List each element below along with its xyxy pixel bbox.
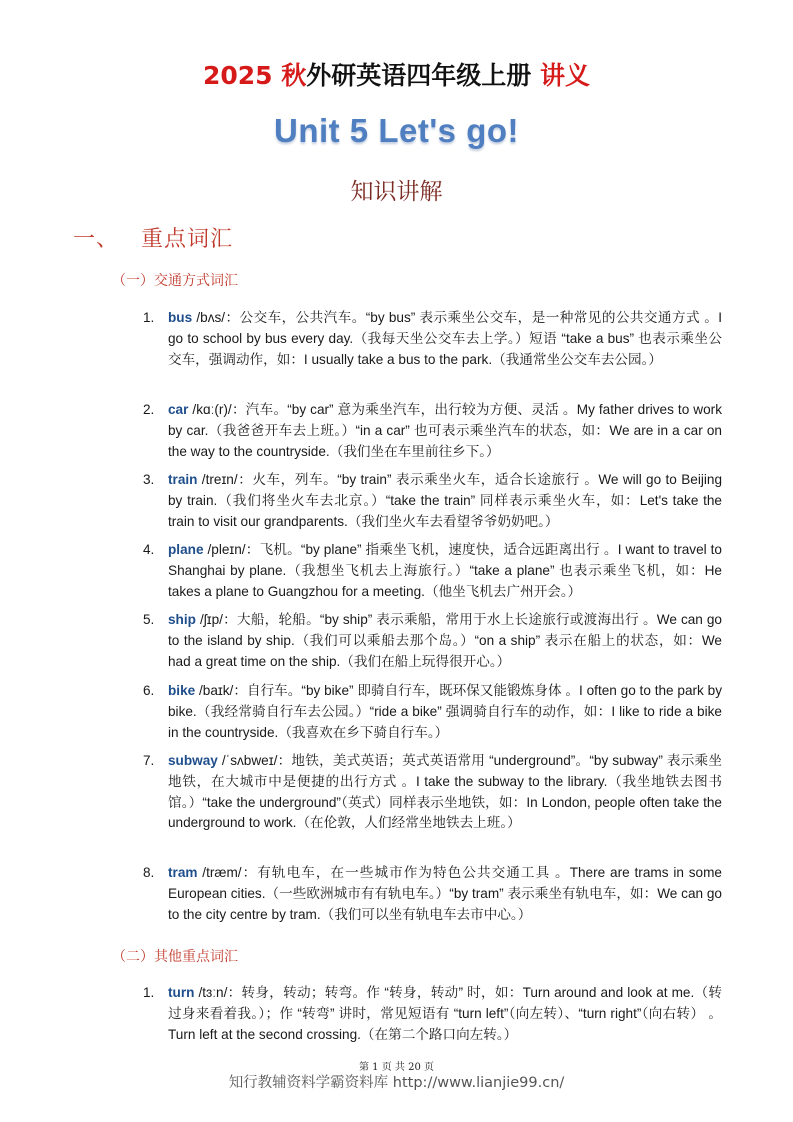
sub1-heading: （一）交通方式词汇 bbox=[112, 273, 238, 289]
item-number: 8. bbox=[143, 865, 155, 880]
vocab-item bbox=[143, 681, 722, 743]
item-number: 1. bbox=[143, 985, 155, 1000]
vocab-explanation: /pleɪn/：飞机。“by plane” 指乘坐飞机，速度快，适合远距离出行 。I want to travel to Shanghai by plane.（我想坐飞机去上海旅行。）“take a plane” 也表示乘坐飞机，如：He takes a plane to Guangzhou for a meeting.（他坐飞机去广州开会。） bbox=[168, 542, 722, 599]
document-title bbox=[0, 56, 793, 92]
title-main: 外研英语四年级上册 bbox=[306, 61, 532, 90]
vocab-explanation: /ʃɪp/：大船，轮船。“by ship” 表示乘船，常用于水上长途旅行或渡海出行 。We can go to the island by ship.（我们可以乘船去那个岛。）“on a ship” 表示在船上的状态，如：We had a great time on the ship.（我们在船上玩得很开心。） bbox=[168, 612, 722, 669]
vocab-word: bike bbox=[168, 683, 196, 698]
item-number: 1. bbox=[143, 310, 155, 325]
item-number: 5. bbox=[143, 612, 155, 627]
vocab-word: turn bbox=[168, 985, 195, 1000]
part1-number: 一、 bbox=[73, 227, 120, 252]
item-number: 3. bbox=[143, 472, 155, 487]
vocab-explanation: /treɪn/：火车，列车。“by train” 表示乘坐火车，适合长途旅行 。We will go to Beijing by train.（我们将坐火车去北京。）“take the train” 同样表示乘坐火车，如：Let's take the train to visit our grandparents.（我们坐火车去看望爷爷奶奶吧。） bbox=[168, 472, 722, 529]
vocab-word: car bbox=[168, 402, 189, 417]
vocab-explanation: /tɜːn/：转身，转动；转弯。作 “转身，转动” 时，如：Turn around and look at me.（转过身来看着我。）；作 “转弯” 讲时，常见短语有 “turn left”（向左转）、“turn right”（向右转） 。Turn left at the second crossing.（在第二个路口向左转。） bbox=[168, 985, 722, 1042]
vocab-word: subway bbox=[168, 753, 218, 768]
title-year: 2025 bbox=[202, 61, 273, 90]
vocab-explanation: /baɪk/：自行车。“by bike” 即骑自行车，既环保又能锻炼身体 。I often go to the park by bike.（我经常骑自行车去公园。）“ride a bike” 强调骑自行车的动作，如：I like to ride a bike in the countryside.（我喜欢在乡下骑自行车。） bbox=[168, 683, 722, 740]
vocab-explanation: /bʌs/：公交车，公共汽车。“by bus” 表示乘坐公交车，是一种常见的公共交通方式 。I go to school by bus every day.（我每天坐公交车去上学。）短语 “take a bus” 也表示乘坐公交车，强调动作，如：I usually take a bus to the park.（我通常坐公交车去公园。） bbox=[168, 310, 722, 367]
item-number: 2. bbox=[143, 402, 155, 417]
footer-watermark: 知行教辅资料学霸资料库 http://www.lianjie99.cn/ bbox=[228, 1075, 565, 1091]
part1-title: 重点词汇 bbox=[141, 227, 234, 252]
vocab-word: train bbox=[168, 472, 198, 487]
sub2-heading: （二）其他重点词汇 bbox=[112, 949, 238, 965]
vocab-item bbox=[143, 540, 722, 602]
vocab-item bbox=[143, 308, 722, 370]
vocab-item bbox=[143, 751, 722, 834]
item-number: 6. bbox=[143, 683, 155, 698]
vocab-item bbox=[143, 863, 722, 925]
vocab-item bbox=[143, 470, 722, 532]
item-number: 7. bbox=[143, 753, 155, 768]
vocab-item bbox=[143, 983, 722, 1045]
unit-title: Unit 5 Let's go! bbox=[273, 112, 519, 149]
vocab-item bbox=[143, 400, 722, 462]
page-number: 第 1 页 共 20 页 bbox=[359, 1062, 434, 1073]
section-title: 知识讲解 bbox=[350, 179, 443, 205]
vocab-word: tram bbox=[168, 865, 198, 880]
vocab-explanation: /ˈsʌbweɪ/：地铁，美式英语；英式英语常用 “underground”。“by subway” 表示乘坐地铁，在大城市中是便捷的出行方式 。I take the subway to the library.（我坐地铁去图书馆。）“take the underground”（英式）同样表示坐地铁，如：In London, people often take the underground to work.（在伦敦，人们经常坐地铁去上班。） bbox=[168, 753, 722, 831]
title-autumn: 秋 bbox=[281, 61, 307, 90]
vocab-word: plane bbox=[168, 542, 204, 557]
vocab-item bbox=[143, 610, 722, 672]
vocab-explanation: /kɑː(r)/：汽车。“by car” 意为乘坐汽车，出行较为方便、灵活 。My father drives to work by car.（我爸爸开车去上班。）“in a car” 也可表示乘坐汽车的状态，如：We are in a car on the way to the countryside.（我们坐在车里前往乡下。） bbox=[168, 402, 722, 459]
part1-heading bbox=[73, 222, 233, 253]
vocab-word: bus bbox=[168, 310, 193, 325]
item-number: 4. bbox=[143, 542, 155, 557]
title-suffix: 讲义 bbox=[540, 61, 591, 90]
vocab-explanation: /træm/：有轨电车，在一些城市作为特色公共交通工具 。There are trams in some European cities.（一些欧洲城市有有轨电车。）“by tram” 表示乘坐有轨电车，如：We can go to the city centre by tram.（我们可以坐有轨电车去市中心。） bbox=[168, 865, 722, 922]
vocab-word: ship bbox=[168, 612, 196, 627]
